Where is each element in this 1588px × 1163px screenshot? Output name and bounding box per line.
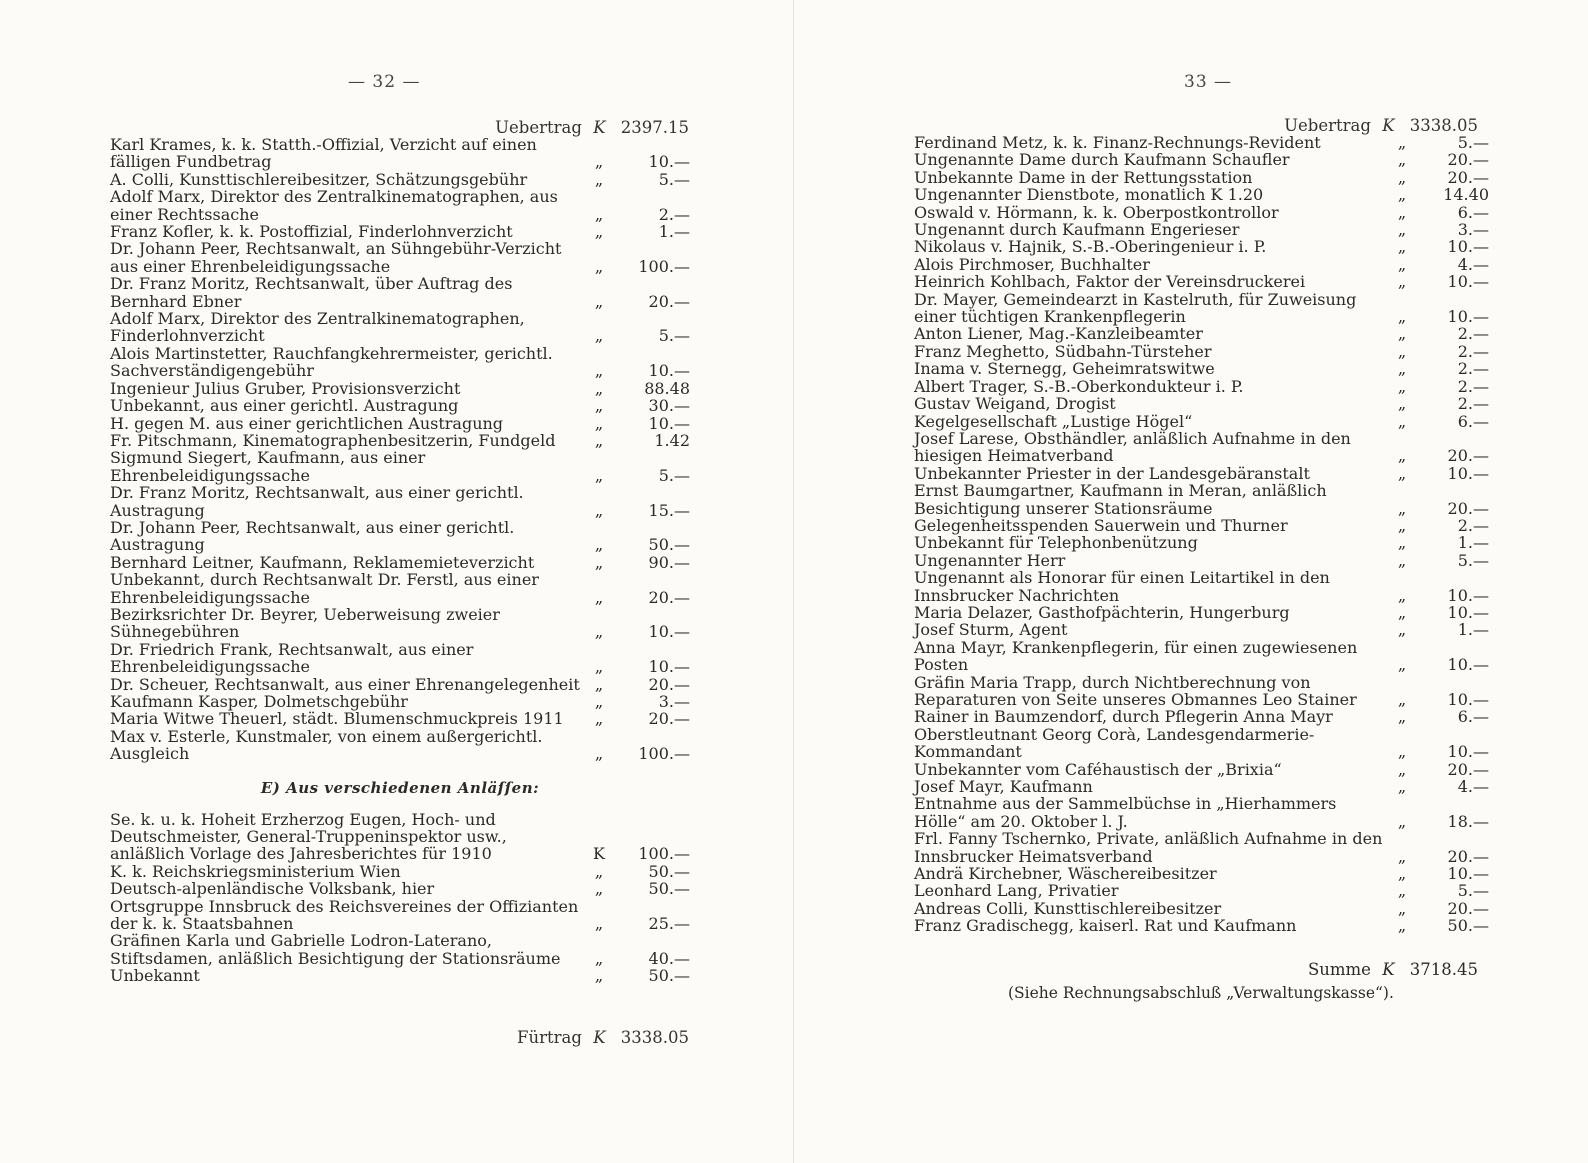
currency-symbol: K (1382, 116, 1395, 135)
donor-text: Ungenannter Dienstbote, monatlich K 1.20 (914, 185, 1264, 205)
carry-over-amount: 3338.05 (1409, 116, 1478, 135)
donor-text: Josef Larese, Obsthändler, anläßlich Aufnahme in den hiesigen Heimatverband (914, 428, 1351, 466)
ditto-mark: „ (594, 709, 604, 729)
right-page (794, 0, 1588, 1163)
amount: 10.— (1447, 307, 1489, 327)
ditto-mark: „ (594, 657, 604, 677)
amount: 2.— (1457, 324, 1489, 344)
ditto-mark: „ (594, 861, 604, 881)
donation-entry (914, 291, 1489, 326)
ditto-mark: „ (594, 378, 604, 398)
donor-text: Maria Witwe Theuerl, städt. Blumenschmuckpreis 1911 (110, 709, 564, 729)
donation-entry (914, 273, 1489, 290)
ditto-mark: „ (1397, 254, 1407, 274)
amount: 5.— (1457, 550, 1489, 570)
amount: 20.— (1447, 759, 1489, 779)
amount: 4.— (1457, 777, 1489, 797)
ditto-mark: „ (1397, 707, 1407, 727)
donor-text: Adolf Marx, Direktor des Zentralkinematographen, Finderlohnverzicht (110, 309, 525, 346)
donor-text: Unbekannter Priester in der Landesgebäranstalt (914, 463, 1310, 483)
amount: 20.— (648, 291, 690, 311)
amount: 25.— (648, 914, 690, 934)
donation-entry (110, 240, 690, 275)
ditto-mark: „ (594, 256, 604, 276)
amount: 4.— (1457, 254, 1489, 274)
reference-note: (Siehe Rechnungsabschluß „Verwaltungskasse“). (1008, 984, 1394, 1002)
carry-forward-label: Fürtrag (517, 1028, 582, 1047)
donation-entry (914, 552, 1489, 569)
ditto-mark: „ (594, 500, 604, 520)
donation-entry (110, 171, 690, 188)
donation-entry (914, 900, 1489, 917)
donor-text: Gräfinen Karla und Gabrielle Lodron-Laterano, Stiftsdamen, anläßlich Besichtigung der Stationsräume (110, 931, 561, 968)
amount: 10.— (1447, 602, 1489, 622)
donor-text: Franz Meghetto, Südbahn-Türsteher (914, 341, 1212, 361)
donation-entry (914, 639, 1489, 674)
amount: 10.— (648, 361, 690, 381)
ditto-mark: „ (1397, 220, 1407, 240)
amount: 5.— (658, 326, 690, 346)
amount: 5.— (658, 465, 690, 485)
ditto-mark: „ (1397, 498, 1407, 518)
donor-text: Ungenannt als Honorar für einen Leitartikel in den Innsbrucker Nachrichten (914, 568, 1330, 605)
amount: 2.— (1457, 359, 1489, 379)
donor-text: Ingenieur Julius Gruber, Provisionsverzicht (110, 378, 461, 398)
donation-entry (914, 621, 1489, 638)
donation-entry (110, 415, 690, 432)
donation-entry (914, 151, 1489, 168)
carry-over-amount: 2397.15 (620, 118, 689, 137)
ditto-mark: „ (1397, 237, 1407, 257)
donation-entry (110, 641, 690, 676)
donation-entry (110, 519, 690, 554)
donation-entry (110, 554, 690, 571)
donor-text: Gräfin Maria Trapp, durch Nichtberechnung von Reparaturen von Seite unseres Obmannes Leo Stainer (914, 672, 1357, 709)
donor-text: Oberstleutnant Georg Corà, Landesgendarmerie-Kommandant (914, 724, 1315, 762)
donation-entry (110, 345, 690, 380)
ditto-mark: „ (594, 361, 604, 381)
ditto-mark: „ (594, 674, 604, 694)
donation-entry (110, 571, 690, 606)
donor-text: Franz Gradischegg, kaiserl. Rat und Kaufmann (914, 916, 1297, 936)
amount: 50.— (1447, 916, 1489, 936)
currency-symbol: K (593, 1028, 606, 1047)
amount: 15.— (648, 500, 690, 520)
amount: 20.— (648, 709, 690, 729)
donation-entry (110, 397, 690, 414)
ditto-mark: „ (1397, 515, 1407, 535)
ditto-mark: „ (594, 966, 604, 986)
donor-text: Rainer in Baumzendorf, durch Pflegerin Anna Mayr (914, 707, 1333, 727)
donation-entry (914, 778, 1489, 795)
ditto-mark: „ (1397, 777, 1407, 797)
donation-entry (914, 795, 1489, 830)
donation-entry (110, 710, 690, 727)
donation-entry (914, 830, 1489, 865)
donation-entry (110, 188, 690, 223)
ditto-mark: „ (1397, 167, 1407, 187)
ditto-mark: „ (594, 622, 604, 642)
donation-entry (110, 728, 690, 763)
donor-text: Alois Martinstetter, Rauchfangkehrermeister, gerichtl. Sachverständigengebühr (110, 343, 553, 381)
amount: 6.— (1457, 707, 1489, 727)
donation-entry (914, 917, 1489, 934)
donation-entry (110, 380, 690, 397)
amount: 50.— (648, 535, 690, 555)
donor-text: Kegelgesellschaft „Lustige Högel“ (914, 411, 1193, 431)
donor-text: Maria Delazer, Gasthofpächterin, Hungerburg (914, 602, 1290, 622)
amount: 2.— (658, 204, 690, 224)
donor-text: A. Colli, Kunsttischlereibesitzer, Schätzungsgebühr (110, 169, 528, 189)
page-number: 33 — (1184, 72, 1233, 92)
amount: 10.— (1447, 864, 1489, 884)
ditto-mark: „ (1397, 446, 1407, 466)
amount: 20.— (1447, 167, 1489, 187)
donation-entry (914, 256, 1489, 273)
carry-over-label: Uebertrag (495, 118, 582, 137)
donor-text: Inama v. Sternegg, Geheimratswitwe (914, 359, 1215, 379)
ditto-mark: „ (1397, 324, 1407, 344)
donor-text: Andrä Kirchebner, Wäschereibesitzer (914, 864, 1217, 884)
ditto-mark: „ (594, 326, 604, 346)
donation-entry (110, 606, 690, 641)
sum-amount: 3718.45 (1409, 960, 1478, 979)
amount: 20.— (1447, 898, 1489, 918)
ditto-mark: „ (1397, 272, 1407, 292)
donation-entry (914, 413, 1489, 430)
donation-entry (914, 569, 1489, 604)
amount: 50.— (648, 879, 690, 899)
amount: 1.— (658, 222, 690, 242)
donor-text: Deutsch-alpenländische Volksbank, hier (110, 879, 435, 899)
donor-text: Ungenannter Herr (914, 550, 1066, 570)
ditto-mark: „ (1397, 550, 1407, 570)
ditto-mark: „ (594, 222, 604, 242)
currency-symbol: K (593, 118, 606, 137)
amount: 10.— (648, 413, 690, 433)
amount: 10.— (1447, 585, 1489, 605)
donor-text: Anna Mayr, Krankenpflegerin, für einen zugewiesenen Posten (914, 637, 1358, 675)
ditto-mark: „ (594, 692, 604, 711)
sum-line (1308, 960, 1478, 979)
ditto-mark: „ (1397, 585, 1407, 605)
ditto-mark: „ (1397, 811, 1407, 831)
ditto-mark: „ (1397, 202, 1407, 222)
donation-entry (110, 432, 690, 449)
donor-text: Heinrich Kohlbach, Faktor der Vereinsdruckerei (914, 272, 1306, 292)
amount: 20.— (648, 587, 690, 607)
amount: 10.— (1447, 272, 1489, 292)
donor-text: Bernhard Leitner, Kaufmann, Reklamemieteverzicht (110, 552, 535, 572)
ditto-mark: „ (594, 914, 604, 934)
amount: 5.— (1457, 881, 1489, 901)
donation-entry (110, 880, 690, 897)
amount: 100.— (638, 256, 690, 276)
amount: 18.— (1447, 811, 1489, 831)
ditto-mark: „ (594, 396, 604, 416)
amount: 3.— (1457, 220, 1489, 240)
donor-text: Entnahme aus der Sammelbüchse in „Hierhammers Hölle“ am 20. Oktober l. J. (914, 794, 1337, 831)
donation-entry (110, 811, 690, 863)
amount: 100.— (638, 744, 690, 764)
donor-text: Nikolaus v. Hajnik, S.-B.-Oberingenieur i. P. (914, 237, 1267, 257)
donation-entry (914, 343, 1489, 360)
ditto-mark: „ (1397, 394, 1407, 414)
donation-list (110, 136, 690, 985)
section-heading: E) Aus verschiedenen Anläſſen: (260, 778, 540, 797)
donation-entry (110, 693, 690, 710)
ditto-mark: „ (1397, 411, 1407, 431)
donation-entry (914, 865, 1489, 882)
amount: 10.— (648, 152, 690, 172)
amount: 1.42 (654, 430, 690, 450)
donation-entry (110, 275, 690, 310)
amount: 10.— (1447, 237, 1489, 257)
donation-entry (110, 932, 690, 967)
donor-text: Ferdinand Metz, k. k. Finanz-Rechnungs-Revident (914, 133, 1321, 152)
ditto-mark: „ (1397, 602, 1407, 622)
ditto-mark: „ (594, 744, 604, 764)
donor-text: Dr. Franz Moritz, Rechtsanwalt, über Auftrag des Bernhard Ebner (110, 274, 513, 311)
donation-entry (110, 223, 690, 240)
amount: 20.— (1447, 846, 1489, 866)
ditto-mark: „ (594, 413, 604, 433)
ditto-mark: „ (594, 430, 604, 450)
amount: 20.— (1447, 150, 1489, 170)
donation-entry (110, 676, 690, 693)
amount: 10.— (648, 657, 690, 677)
donation-entry (110, 449, 690, 484)
amount: 1.— (1457, 533, 1489, 553)
donation-entry (914, 482, 1489, 517)
ditto-mark: „ (1397, 898, 1407, 918)
donation-entry (110, 863, 690, 880)
amount: 88.48 (644, 378, 690, 398)
donation-entry (914, 378, 1489, 395)
donor-text: Gustav Weigand, Drogist (914, 394, 1116, 414)
donation-entry (914, 134, 1489, 151)
amount: 2.— (1457, 515, 1489, 535)
donor-text: Leonhard Lang, Privatier (914, 881, 1119, 901)
donation-entry (914, 360, 1489, 377)
ditto-mark: „ (594, 169, 604, 189)
donor-text: Ortsgruppe Innsbruck des Reichsvereines der Offizianten der k. k. Staatsbahnen (110, 896, 579, 934)
ditto-mark: „ (1397, 864, 1407, 884)
amount: 90.— (648, 552, 690, 572)
donor-text: Dr. Johann Peer, Rechtsanwalt, an Sühngebühr-Verzicht aus einer Ehrenbeleidigungssache (110, 239, 562, 276)
amount: 30.— (648, 396, 690, 416)
donor-text: Karl Krames, k. k. Statth.-Offizial, Verzicht auf einen fälligen Fundbetrag (110, 135, 537, 172)
amount: 2.— (1457, 376, 1489, 396)
donation-entry (914, 708, 1489, 725)
ditto-mark: „ (1397, 133, 1407, 152)
amount: 6.— (1457, 202, 1489, 222)
donor-text: Alois Pirchmoser, Buchhalter (914, 254, 1150, 274)
donor-text: Unbekannt, durch Rechtsanwalt Dr. Ferstl, aus einer Ehrenbeleidigungssache (110, 570, 539, 607)
donation-list (914, 134, 1489, 935)
donation-entry (914, 517, 1489, 534)
donor-text: Unbekannt für Telephonbenützung (914, 533, 1198, 553)
donor-text: H. gegen M. aus einer gerichtlichen Austragung (110, 413, 504, 433)
amount: 50.— (648, 861, 690, 881)
donor-text: Gelegenheitsspenden Sauerwein und Thurner (914, 515, 1288, 535)
donor-text: Unbekannter vom Caféhaustisch der „Brixia“ (914, 759, 1282, 779)
amount: 10.— (1447, 463, 1489, 483)
donation-entry (914, 465, 1489, 482)
ditto-mark: K (593, 844, 605, 864)
amount: 5.— (658, 169, 690, 189)
donation-entry (914, 186, 1489, 203)
donor-text: Josef Sturm, Agent (914, 620, 1068, 640)
donor-text: K. k. Reichskriegsministerium Wien (110, 861, 401, 881)
sum-label: Summe (1307, 960, 1371, 979)
ditto-mark: „ (1397, 620, 1407, 640)
ditto-mark: „ (1397, 916, 1407, 936)
ditto-mark: „ (1397, 376, 1407, 396)
donor-text: Ungenannte Dame durch Kaufmann Schaufler (914, 150, 1290, 170)
donation-entry (914, 761, 1489, 778)
donation-entry (914, 238, 1489, 255)
donation-entry (110, 310, 690, 345)
donation-entry (914, 534, 1489, 551)
amount: 2.— (1457, 394, 1489, 414)
amount: 2.— (1457, 341, 1489, 361)
donor-text: Ernst Baumgartner, Kaufmann in Meran, anläßlich Besichtigung unserer Stationsräume (914, 481, 1327, 518)
amount: 100.— (638, 844, 690, 864)
donor-text: Bezirksrichter Dr. Beyrer, Ueberweisung zweier Sühnegebühren (110, 604, 500, 642)
ditto-mark: „ (1397, 150, 1407, 170)
donor-text: Kaufmann Kasper, Dolmetschgebühr (110, 692, 408, 711)
donation-entry (914, 604, 1489, 621)
amount: 14.40 (1443, 185, 1489, 205)
donor-text: Dr. Mayer, Gemeindearzt in Kastelruth, für Zuweisung einer tüchtigen Krankenpflegerin (914, 289, 1357, 327)
donation-entry (110, 484, 690, 519)
donor-text: Frl. Fanny Tschernko, Private, anläßlich Aufnahme in den Innsbrucker Heimatsverband (914, 829, 1383, 866)
ditto-mark: „ (1397, 690, 1407, 709)
donation-entry (914, 221, 1489, 238)
amount: 40.— (648, 948, 690, 968)
donation-entry (914, 430, 1489, 465)
amount: 10.— (1447, 690, 1489, 709)
donor-text: Josef Mayr, Kaufmann (914, 777, 1093, 797)
ditto-mark: „ (594, 535, 604, 555)
ditto-mark: „ (594, 204, 604, 224)
amount: 6.— (1457, 411, 1489, 431)
donation-entry (914, 726, 1489, 761)
donation-entry (110, 967, 690, 984)
ditto-mark: „ (1397, 307, 1407, 327)
ditto-mark: „ (1397, 759, 1407, 779)
donor-text: Fr. Pitschmann, Kinematographenbesitzerin, Fundgeld (110, 430, 556, 450)
donor-text: Oswald v. Hörmann, k. k. Oberpostkontrollor (914, 202, 1279, 222)
donor-text: Dr. Franz Moritz, Rechtsanwalt, aus einer gerichtl. Austragung (110, 483, 524, 520)
donor-text: Adolf Marx, Direktor des Zentralkinematographen, aus einer Rechtssache (110, 187, 558, 224)
ditto-mark: „ (594, 465, 604, 485)
donor-text: Albert Trager, S.-B.-Oberkondukteur i. P. (914, 376, 1244, 396)
ditto-mark: „ (1397, 341, 1407, 361)
donor-text: Franz Kofler, k. k. Postoffizial, Finderlohnverzicht (110, 222, 513, 242)
donor-text: Unbekannt (110, 966, 200, 986)
donation-entry (914, 882, 1489, 899)
donor-text: Unbekannt, aus einer gerichtl. Austragung (110, 396, 459, 416)
amount: 3.— (658, 692, 690, 711)
ditto-mark: „ (594, 948, 604, 968)
currency-symbol: K (1382, 960, 1395, 979)
amount: 10.— (1447, 655, 1489, 675)
amount: 20.— (648, 674, 690, 694)
ditto-mark: „ (594, 552, 604, 572)
carry-over-label: Uebertrag (1284, 116, 1371, 135)
ditto-mark: „ (1397, 463, 1407, 483)
page-number: — 32 — (348, 72, 421, 92)
ditto-mark: „ (594, 152, 604, 172)
ditto-mark: „ (594, 291, 604, 311)
donor-text: Unbekannte Dame in der Rettungsstation (914, 167, 1253, 187)
donation-entry (914, 674, 1489, 709)
ditto-mark: „ (1397, 359, 1407, 379)
donation-entry (914, 204, 1489, 221)
ditto-mark: „ (594, 879, 604, 899)
ditto-mark: „ (1397, 533, 1407, 553)
donor-text: Se. k. u. k. Hoheit Erzherzog Eugen, Hoch- und Deutschmeister, General-Truppeninspektor usw., anläßlich Vorlage des Jahresberichtes für 1910 (110, 809, 507, 864)
amount: 20.— (1447, 498, 1489, 518)
ditto-mark: „ (594, 587, 604, 607)
ditto-mark: „ (1397, 655, 1407, 675)
carry-forward-amount: 3338.05 (620, 1028, 689, 1047)
ditto-mark: „ (1397, 185, 1407, 205)
amount: 50.— (648, 966, 690, 986)
donor-text: Dr. Johann Peer, Rechtsanwalt, aus einer gerichtl. Austragung (110, 517, 515, 555)
amount: 10.— (648, 622, 690, 642)
donor-text: Dr. Scheuer, Rechtsanwalt, aus einer Ehrenangelegenheit (110, 674, 580, 694)
donor-text: Dr. Friedrich Frank, Rechtsanwalt, aus einer Ehrenbeleidigungssache (110, 639, 474, 677)
donation-entry (914, 169, 1489, 186)
donation-entry (914, 395, 1489, 412)
donor-text: Ungenannt durch Kaufmann Engerieser (914, 220, 1240, 240)
carry-forward-line (517, 1028, 689, 1047)
donor-text: Sigmund Siegert, Kaufmann, aus einer Ehrenbeleidigungssache (110, 448, 426, 485)
ditto-mark: „ (1397, 881, 1407, 901)
amount: 1.— (1457, 620, 1489, 640)
amount: 5.— (1457, 133, 1489, 152)
donor-text: Anton Liener, Mag.-Kanzleibeamter (914, 324, 1203, 344)
ditto-mark: „ (1397, 846, 1407, 866)
donor-text: Andreas Colli, Kunsttischlereibesitzer (914, 898, 1222, 918)
amount: 20.— (1447, 446, 1489, 466)
ditto-mark: „ (1397, 742, 1407, 762)
donation-entry (110, 136, 690, 171)
donation-entry (110, 898, 690, 933)
donation-entry (914, 325, 1489, 342)
amount: 10.— (1447, 742, 1489, 762)
donor-text: Max v. Esterle, Kunstmaler, von einem außergerichtl. Ausgleich (110, 726, 543, 764)
